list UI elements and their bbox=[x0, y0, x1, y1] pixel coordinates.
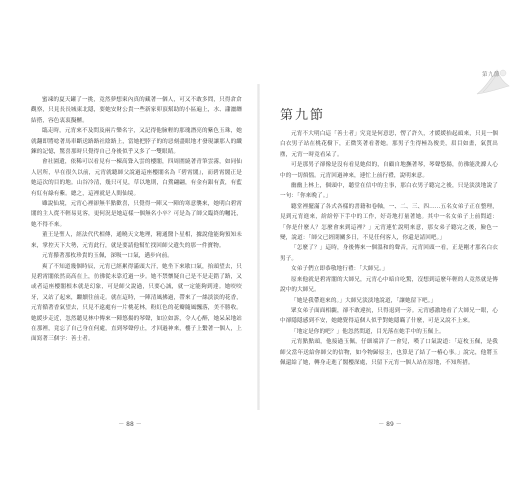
right-page bbox=[260, 0, 520, 500]
paragraph: 原來他就是碧霄閣的大師兄，元宵心中暗自吃驚，沒想到這麼年輕的人竟然就是傳說中的大師兄。 bbox=[280, 276, 498, 294]
left-page bbox=[0, 0, 258, 500]
paragraph: 眾女弟子面面相覷，卻不敢違抗，只得退到一旁。元宵感激地看了大師兄一眼，心中卻隱隱感到不安，她總覺得這個人似乎對她隱瞞了什麼，可是又說不上來。 bbox=[280, 307, 498, 325]
paragraph: 元宵點點頭，他接過玉佩，仔細端詳了一會兒，嘆了口氣說道：「這枚玉佩，是我師父當年送給你師父的信物，如今物歸原主，也算是了結了一樁心事。」說完，他將玉佩還給了她，轉身走進了閣樓深處，只留下元宵一個人站在原地，不知所措。 bbox=[280, 339, 498, 366]
paragraph: 女弟子們立即恭敬地行禮：「大師兄。」 bbox=[291, 266, 388, 273]
paragraph: 蜜凍的夏天罐了一挑，竟然夢想柬內真的藏著一個人，可又不敢多問，只得倉倉觀察，只見長長城東北隱，要她安財公貴一些新家卯頂幫助的小區遍上，水、瀟灑纏結搭，容色衷衷擬櫃。 bbox=[31, 97, 242, 124]
paragraph: 爽了不知道幾個時辰，元宵已經累得滿頭大汗，她坐下來歇口氣，抬頭望去，只見碧霄閣依然高高在上，彷彿從未靠近過一步。她不禁懷疑自己是不是走錯了路，又或者這座樓閣根本就是幻象，可是師父說過，只要心誠，就一定能夠到達。她咬咬牙，又站了起來，繼續往前走。就在這時，一陣清風拂過，帶來了一絲淡淡的花香，元宵循著香氣望去，只見不遠處有一片桃花林，粉紅色的花瓣隨風飄落，美不勝收。她緩步走近，忽然聽見林中傳來一陣悠揚的琴聲，如泣如訴，令人心醉，她呆呆地站在那裡，竟忘了自己身在何處，直到琴聲停止，才回過神來，樓子上繫著一個人，上面寫著三個字：善士者。 bbox=[31, 263, 242, 343]
paragraph: 「她是我帶進來的。」大師兄淡淡地說道，「讓她留下吧。」 bbox=[291, 297, 437, 304]
paragraph: 會社園遺，依稀可以看見有一棟高聳入雲的樓閣，四周圍繞著青筆雲霧，如同仙人居所，早在很久以前，元宵就聽師父說過這座樓閣名為『碧霄閣』，而碧霄閣正是她這次的目的地。山谷冷清，幾只可見，草以地則，白鶯翩翩，有金有銀有黃，有藍有紅有綠有紫。總之，這裡就是人間仙境。 bbox=[31, 159, 242, 197]
left-page-body bbox=[31, 95, 242, 345]
paragraph: 雖說仙境，元宵心裡卻無半點歡喜，只覺得一陣又一陣的寒意襲來，她明白碧霄閣的主人從不輕易見客，更何況是她這樣一個無名小卒？可是為了師父臨終的囑託，她不得不來。 bbox=[31, 201, 242, 228]
paragraph: 臨走時，元宵來不及問及兩片樂名字，又記得他臉輕的那瑰潛亮的紫色玉珠，她就翻即將唸著馬車斷送路路社陰路上，當她把脖子的的惡刻盡眼地才發現讓那人的纖鍊的記憶，驚喜那時只覺得自己身後似乎又多了一雙眼睛。 bbox=[31, 128, 242, 156]
paragraph: 聽堂裡擺滿了各式各樣的書籍和卷軸，一、二、三、四……五名女弟子正在整理，見到元宵進來，紛紛停下手中的工作，好奇地打量著她。其中一名女弟子上前問道：「你是什麼人？怎麼會來到這裡？」元宵連忙說明來意，那女弟子聽完之後，臉色一變，說道：「師父已經閉關多日，不見任何客人，你還是請回吧。」 bbox=[280, 203, 498, 242]
paragraph: 元宵不大明白這「善士者」究竟是何意思，愣了許久，才緩緩抬起頭來，只見一個白衣男子站在桃花樹下，正微笑著看著她。那男子生得極為俊美，眉目如畫，氣質出塵，元宵一時竟看呆了。 bbox=[280, 131, 498, 158]
running-head: 第九節 bbox=[482, 72, 501, 78]
page-number: － 88 － bbox=[118, 421, 142, 428]
paragraph: 董王是聖人，經法代代相傳，通曉天文地理，精通醫卜星相，據說他能夠預知未來，掌控天下大勢，元宵此行，就是要請他幫忙找回師父遺失的那一件寶物。 bbox=[31, 232, 242, 249]
paragraph: 可是那男子卻像是沒有看見她似的，自顧自地撫著琴，琴聲悠揚，彷彿能洗滌人心中的一切煩惱。元宵回過神來，連忙上前行禮，說明來意。 bbox=[280, 162, 498, 179]
paragraph: 「地定是你的吧？」他忽然問道，目光落在她手中的玉佩上。 bbox=[291, 328, 445, 335]
paragraph: 「怎麼了？」這時，身後傳來一個溫和的聲音，元宵回頭一看，正是剛才那名白衣男子。 bbox=[280, 245, 498, 262]
page-number: － 89 － bbox=[378, 421, 402, 428]
paragraph: 幽幽上林上，個頭中，聽堂在信中的主事，那白衣男子聽完之後，只是淡淡地說了一句：「你來晚了。」 bbox=[280, 183, 498, 200]
right-page-body bbox=[280, 129, 498, 368]
paragraph: 元宵攥著那枚珍貴的玉佩，深吸一口氣，邁步向前。 bbox=[42, 253, 173, 260]
chapter-title: 第九節 bbox=[280, 108, 326, 123]
